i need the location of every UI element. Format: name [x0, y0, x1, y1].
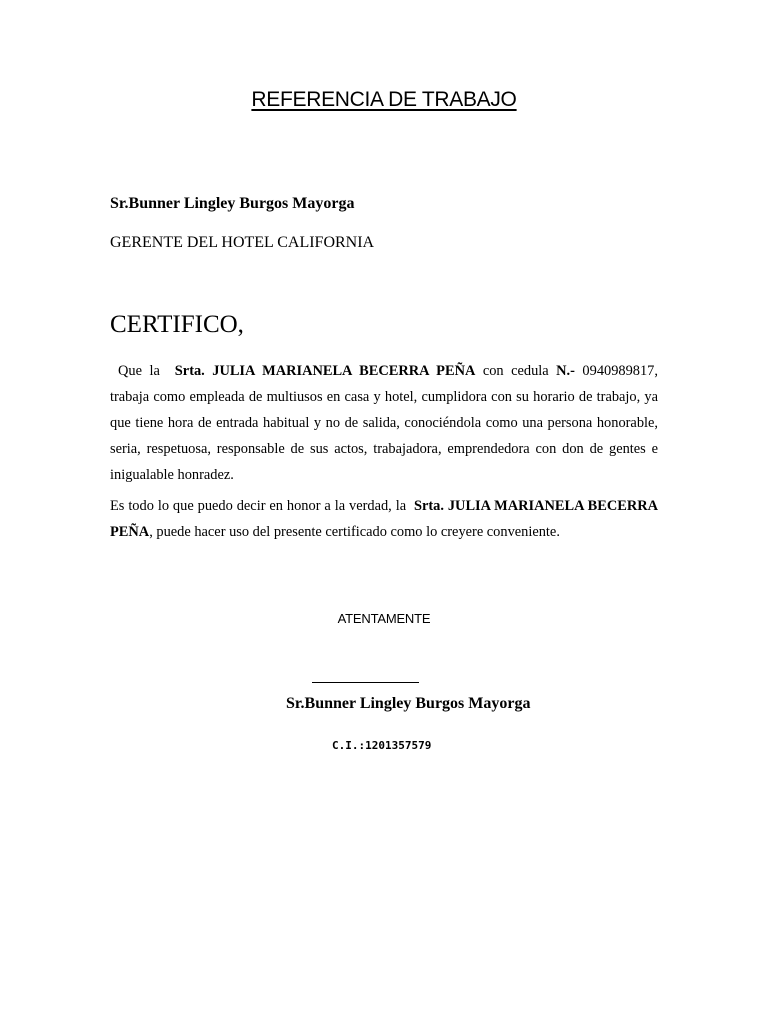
- paragraph2-prefix: Es todo lo que puedo decir en honor a la verdad, la: [110, 498, 407, 514]
- recipient-name: Sr.Bunner Lingley Burgos Mayorga: [110, 195, 355, 212]
- signer-name: Sr.Bunner Lingley Burgos Mayorga: [286, 695, 531, 712]
- subject-name-2: Srta. JULIA MARIANELA BECERRA PEÑA: [110, 498, 658, 540]
- certification-paragraph: [110, 358, 658, 488]
- closing-salutation: [0, 611, 768, 626]
- paragraph1-middle: con cedula: [482, 363, 549, 379]
- closing-text: ATENTAMENTE: [337, 611, 431, 626]
- subject-name: Srta. JULIA MARIANELA BECERRA PEÑA: [174, 363, 476, 379]
- closing-paragraph: [110, 493, 658, 545]
- signature-line: [312, 682, 419, 683]
- certify-heading: CERTIFICO,: [110, 311, 244, 338]
- id-label: N.-: [556, 363, 575, 379]
- recipient-role: GERENTE DEL HOTEL CALIFORNIA: [110, 234, 375, 251]
- signer-id: C.I.:1201357579: [332, 739, 432, 752]
- paragraph1-prefix: Que la: [118, 363, 160, 379]
- paragraph1-body: 0940989817, trabaja como empleada de multiusos en casa y hotel, cumplidora con su horario de trabajo, ya que tiene hora de entrada habitual y no de salida, conociéndola como una persona honorable, seria, respetuosa, responsable de sus actos, trabajadora, emprendedora con don de gentes e inigualable honradez.: [110, 363, 658, 483]
- document-title: REFERENCIA DE TRABAJO: [251, 88, 517, 111]
- paragraph2-suffix: , puede hacer uso del presente certificado como lo creyere conveniente.: [149, 524, 560, 540]
